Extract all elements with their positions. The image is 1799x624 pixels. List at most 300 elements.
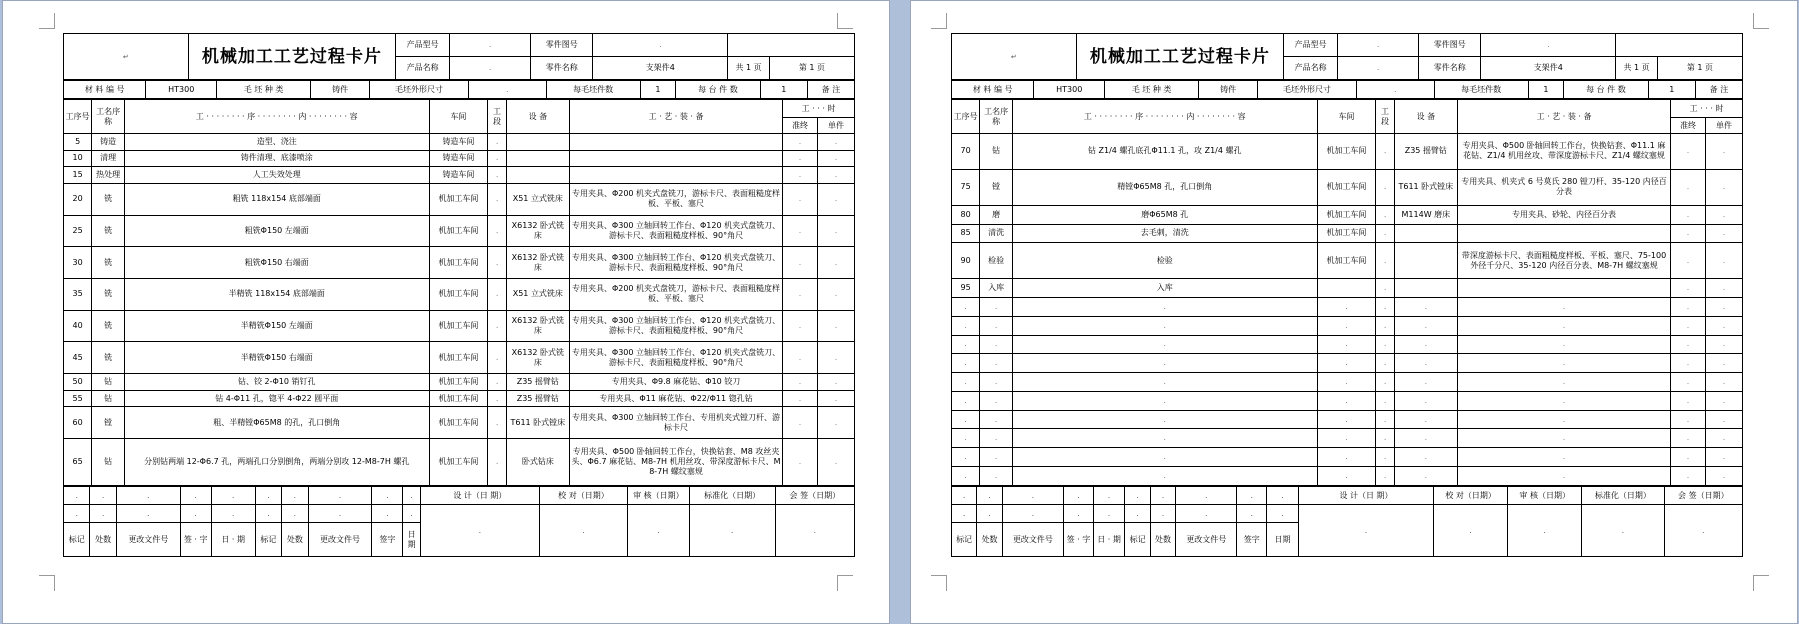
empty-cell: .: [1457, 297, 1670, 316]
page-number-value: 1: [1697, 63, 1703, 72]
op-equipment: [506, 150, 569, 167]
op-section: .: [1376, 279, 1394, 298]
empty-cell: .: [1394, 354, 1457, 373]
signoff-mark: 标记: [1125, 523, 1150, 557]
part-name-label: 零件名称: [531, 57, 593, 80]
op-unit-time: .: [817, 215, 854, 247]
empty-cell: .: [980, 448, 1013, 467]
sign-space: .: [775, 505, 854, 557]
op-unit-time: .: [1705, 169, 1742, 205]
op-content: 半精铣 118x154 底部端面: [124, 278, 429, 310]
op-workshop: 机加工车间: [429, 183, 488, 215]
empty-cell: .: [90, 505, 116, 523]
op-setup-time: .: [783, 407, 818, 439]
blank-kind-label: 毛 坯 种 类: [1105, 81, 1199, 99]
empty-cell: .: [1012, 410, 1317, 429]
op-name: 检验: [980, 243, 1013, 279]
op-section: .: [1376, 205, 1394, 224]
op-setup-time: .: [783, 150, 818, 167]
blank-size-value: .: [468, 81, 546, 99]
operation-row: [952, 429, 1743, 448]
product-model-label: 产品型号: [1284, 34, 1338, 57]
equipment-header: 设 备: [506, 100, 569, 134]
op-tooling: 专用夹具、Φ300 立轴回转工作台、Φ120 机夹式盘铣刀、游标卡尺、表面粗糙度样板、90°角尺: [569, 310, 782, 342]
op-content: 精镗Φ65M8 孔，孔口倒角: [1012, 169, 1317, 205]
op-tooling: [1457, 224, 1670, 243]
op-tooling: 专用夹具、Φ200 机夹式盘铣刀，游标卡尺、表面粗糙度样板、平板、塞尺: [569, 183, 782, 215]
op-unit-time: .: [817, 374, 854, 391]
empty-cell: .: [1012, 391, 1317, 410]
time-header: 工 · · · 时: [783, 100, 855, 118]
per-blank-value: 1: [1528, 81, 1563, 99]
empty-cell: .: [1705, 316, 1742, 335]
signoff-change-doc: 更改文件号: [1002, 523, 1063, 557]
product-name-label: 产品名称: [1284, 57, 1338, 80]
operation-row: [952, 224, 1743, 243]
empty-cell: .: [1093, 487, 1125, 505]
empty-cell: .: [980, 410, 1013, 429]
blank-cell: [728, 34, 855, 57]
operation-row: [64, 342, 855, 374]
op-content: 粗铣Φ150 左端面: [124, 215, 429, 247]
empty-cell: .: [1671, 410, 1706, 429]
op-workshop: 机加工车间: [429, 390, 488, 407]
operation-row: [952, 316, 1743, 335]
op-section: .: [1376, 169, 1394, 205]
empty-cell: .: [1671, 297, 1706, 316]
op-name: 镗: [980, 169, 1013, 205]
empty-cell: .: [1394, 467, 1457, 486]
empty-cell: .: [282, 505, 308, 523]
op-tooling: 专用夹具、Φ300 立轴回转工作台、Φ120 机夹式盘铣刀、游标卡尺、表面粗糙度样板、90°角尺: [569, 215, 782, 247]
op-equipment: [506, 167, 569, 184]
section-header: 工段: [1376, 100, 1394, 134]
op-workshop: 铸造车间: [429, 167, 488, 184]
op-equipment: X6132 卧式铣床: [506, 342, 569, 374]
op-no: 65: [64, 439, 92, 486]
page-number-value: 1: [809, 63, 815, 72]
signoff-sign2: 签字: [372, 523, 403, 557]
op-name: 铣: [92, 342, 125, 374]
per-blank-value: 1: [640, 81, 675, 99]
empty-cell: .: [1317, 316, 1376, 335]
op-tooling: 专用夹具、Φ9.8 麻花钻、Φ10 铰刀: [569, 374, 782, 391]
op-no: 80: [952, 205, 980, 224]
empty-cell: .: [1457, 354, 1670, 373]
total-pages-value: 1: [746, 63, 752, 72]
empty-cell: .: [1176, 487, 1237, 505]
op-content: 粗、半精镗Φ65M8 的孔，孔口倒角: [124, 407, 429, 439]
op-content: 分别钻两端 12-Φ6.7 孔，两端孔口分别倒角，两端分别攻 12-M8-7H 螺孔: [124, 439, 429, 486]
empty-cell: .: [180, 505, 211, 523]
empty-cell: .: [255, 487, 281, 505]
empty-cell: .: [1671, 391, 1706, 410]
op-unit-time: .: [817, 439, 854, 486]
op-section: .: [488, 342, 506, 374]
op-setup-time: .: [783, 390, 818, 407]
operations-area: [63, 99, 855, 486]
page-label: 第: [798, 63, 807, 72]
op-name: 清洗: [980, 224, 1013, 243]
empty-cell: .: [1394, 373, 1457, 392]
operation-row: [952, 134, 1743, 170]
per-blank-label: 每毛坯件数: [546, 81, 640, 99]
signoff-count: 处数: [90, 523, 116, 557]
operation-row: [952, 335, 1743, 354]
sign-space: .: [1434, 505, 1508, 557]
op-section: .: [488, 439, 506, 486]
op-setup-time: .: [783, 342, 818, 374]
empty-cell: .: [64, 487, 90, 505]
total-pages: [1616, 57, 1658, 80]
op-name: 热处理: [92, 167, 125, 184]
empty-cell: .: [1064, 505, 1094, 523]
logo-cell: ↵: [952, 34, 1077, 80]
op-workshop: 机加工车间: [429, 247, 488, 279]
card-title: 机械加工工艺过程卡片: [1076, 34, 1284, 80]
op-equipment: X6132 卧式铣床: [506, 310, 569, 342]
empty-cell: .: [180, 487, 211, 505]
op-no: 95: [952, 279, 980, 298]
sign-space: .: [628, 505, 690, 557]
empty-cell: .: [1671, 373, 1706, 392]
op-tooling: 专用夹具、砂轮、内径百分表: [1457, 205, 1670, 224]
op-unit-time: .: [1705, 279, 1742, 298]
empty-cell: .: [1457, 429, 1670, 448]
op-equipment: Z35 摇臂钻: [1394, 134, 1457, 170]
standard-label: 标准化（日期）: [689, 487, 775, 505]
total-pages: [728, 57, 770, 80]
empty-cell: .: [977, 487, 1002, 505]
page-number: [1657, 57, 1742, 80]
product-name-value: .: [1338, 57, 1419, 80]
page-unit: 页: [1705, 63, 1713, 72]
op-content: 铸件清理、底漆喷涂: [124, 150, 429, 167]
blank-kind-value: 铸件: [311, 81, 370, 99]
empty-cell: .: [372, 505, 403, 523]
operation-row: [952, 448, 1743, 467]
op-name: 钻: [92, 439, 125, 486]
op-content: 造型、浇注: [124, 134, 429, 151]
unit-time-header: 单件: [1705, 118, 1742, 134]
product-name-label: 产品名称: [396, 57, 450, 80]
op-section: .: [488, 374, 506, 391]
empty-cell: .: [1376, 316, 1394, 335]
op-content: 钻 4-Φ11 孔，锪平 4-Φ22 圆平面: [124, 390, 429, 407]
unit-time-header: 单件: [817, 118, 854, 134]
empty-cell: .: [1150, 505, 1175, 523]
empty-cell: .: [1457, 316, 1670, 335]
empty-cell: .: [952, 335, 980, 354]
empty-cell: .: [308, 487, 372, 505]
blank-kind-value: 铸件: [1199, 81, 1258, 99]
signoff-count: 处数: [977, 523, 1002, 557]
op-unit-time: .: [817, 310, 854, 342]
sign-space: .: [1582, 505, 1664, 557]
empty-cell: .: [1705, 467, 1742, 486]
op-equipment: M114W 磨床: [1394, 205, 1457, 224]
equipment-header: 设 备: [1394, 100, 1457, 134]
page-unit: 页: [753, 63, 762, 72]
empty-cell: .: [1012, 467, 1317, 486]
empty-cell: .: [980, 391, 1013, 410]
op-equipment: [506, 134, 569, 151]
empty-cell: .: [1394, 429, 1457, 448]
empty-cell: .: [1012, 335, 1317, 354]
empty-cell: .: [952, 429, 980, 448]
op-unit-time: .: [817, 247, 854, 279]
total-pages-value: 1: [1634, 63, 1640, 72]
blank-size-label: 毛坯外形尺寸: [1258, 81, 1357, 99]
op-name: 清理: [92, 150, 125, 167]
per-unit-label: 每 台 件 数: [1564, 81, 1649, 99]
standard-label: 标准化（日期）: [1582, 487, 1664, 505]
mat-no-label: 材 料 编 号: [952, 81, 1034, 99]
empty-cell: .: [64, 505, 90, 523]
op-equipment: X51 立式铣床: [506, 183, 569, 215]
empty-cell: .: [1376, 410, 1394, 429]
op-workshop: 铸造车间: [429, 150, 488, 167]
operation-row: [64, 407, 855, 439]
empty-cell: .: [1012, 316, 1317, 335]
empty-cell: .: [282, 487, 308, 505]
op-unit-time: .: [817, 390, 854, 407]
card-title: 机械加工工艺过程卡片: [188, 34, 396, 80]
op-unit-time: .: [817, 407, 854, 439]
op-no: 75: [952, 169, 980, 205]
empty-cell: .: [1457, 467, 1670, 486]
empty-cell: .: [1376, 429, 1394, 448]
mat-no-label: 材 料 编 号: [64, 81, 146, 99]
op-content: 半精铣Φ150 左端面: [124, 310, 429, 342]
op-name: 铣: [92, 247, 125, 279]
corner-mark: [1753, 13, 1769, 29]
op-equipment: X51 立式铣床: [506, 278, 569, 310]
op-content: 入库: [1012, 279, 1317, 298]
empty-cell: .: [1317, 335, 1376, 354]
signoff-change-doc: 更改文件号: [116, 523, 180, 557]
op-section: .: [488, 278, 506, 310]
workshop-header: 车间: [1317, 100, 1376, 134]
operation-row: [952, 243, 1743, 279]
op-setup-time: .: [783, 134, 818, 151]
op-no: 5: [64, 134, 92, 151]
empty-cell: .: [1457, 391, 1670, 410]
empty-cell: .: [980, 335, 1013, 354]
op-equipment: T611 卧式镗床: [1394, 169, 1457, 205]
empty-cell: .: [90, 487, 116, 505]
tooling-header: 工 · 艺 · 装 · 备: [569, 100, 782, 134]
op-name-header: 工名序称: [92, 100, 125, 134]
operation-row: [64, 215, 855, 247]
op-section: .: [488, 310, 506, 342]
op-workshop: 机加工车间: [1317, 224, 1376, 243]
op-setup-time: .: [783, 374, 818, 391]
empty-cell: .: [1376, 297, 1394, 316]
empty-cell: .: [255, 505, 281, 523]
signoff-sign2: 签字: [1237, 523, 1267, 557]
empty-cell: .: [952, 467, 980, 486]
empty-cell: .: [1705, 373, 1742, 392]
part-no-value: .: [593, 34, 728, 57]
op-section: .: [488, 183, 506, 215]
review-label: 审 核（日期）: [628, 487, 690, 505]
logo-cell: ↵: [64, 34, 189, 80]
empty-cell: .: [1457, 335, 1670, 354]
signoff-count: 处数: [282, 523, 308, 557]
op-no: 25: [64, 215, 92, 247]
signoff-date2: 日期: [403, 523, 421, 557]
op-setup-time: .: [1671, 224, 1706, 243]
empty-cell: .: [1376, 335, 1394, 354]
op-no: 40: [64, 310, 92, 342]
op-unit-time: .: [1705, 134, 1742, 170]
total-label: 共: [1623, 63, 1632, 72]
op-workshop: 机加工车间: [1317, 169, 1376, 205]
empty-cell: .: [980, 297, 1013, 316]
op-section: .: [488, 390, 506, 407]
empty-cell: .: [1457, 373, 1670, 392]
op-workshop: 机加工车间: [1317, 134, 1376, 170]
op-workshop: 机加工车间: [1317, 205, 1376, 224]
op-content: 钻 Z1/4 螺孔底孔Φ11.1 孔，攻 Z1/4 螺孔: [1012, 134, 1317, 170]
op-no: 45: [64, 342, 92, 374]
op-name: 铸造: [92, 134, 125, 151]
op-name: 钻: [92, 374, 125, 391]
page-label: 第: [1686, 63, 1695, 72]
empty-cell: .: [952, 316, 980, 335]
op-tooling: 专用夹具、Φ200 机夹式盘铣刀，游标卡尺、表面粗糙度样板、平板、塞尺: [569, 278, 782, 310]
empty-cell: .: [1376, 391, 1394, 410]
empty-cell: .: [952, 410, 980, 429]
op-unit-time: .: [1705, 224, 1742, 243]
part-name-label: 零件名称: [1419, 57, 1481, 80]
empty-cell: .: [952, 487, 977, 505]
op-section: .: [1376, 134, 1394, 170]
op-unit-time: .: [817, 278, 854, 310]
op-section: .: [1376, 224, 1394, 243]
op-no: 90: [952, 243, 980, 279]
setup-time-header: 准终: [783, 118, 818, 134]
operation-row: [64, 247, 855, 279]
op-name: 铣: [92, 183, 125, 215]
empty-cell: .: [1705, 448, 1742, 467]
op-no: 85: [952, 224, 980, 243]
op-section: .: [488, 215, 506, 247]
sign-space: .: [1508, 505, 1582, 557]
remark-label: 备 注: [1695, 81, 1742, 99]
operation-row: [952, 391, 1743, 410]
corner-mark: [1753, 575, 1769, 591]
empty-cell: .: [1376, 467, 1394, 486]
op-equipment: Z35 摇臂钻: [506, 374, 569, 391]
blank-kind-label: 毛 坯 种 类: [217, 81, 311, 99]
empty-cell: .: [403, 505, 421, 523]
op-tooling: [569, 150, 782, 167]
operation-row: [64, 374, 855, 391]
document-page-1: [2, 0, 890, 624]
empty-cell: .: [1457, 410, 1670, 429]
countersign-label: 会 签（日期）: [1664, 487, 1742, 505]
op-unit-time: .: [817, 342, 854, 374]
op-section: .: [488, 150, 506, 167]
empty-cell: .: [980, 316, 1013, 335]
signoff-mark: 标记: [255, 523, 281, 557]
empty-cell: .: [1376, 448, 1394, 467]
proof-label: 校 对（日期）: [539, 487, 627, 505]
empty-cell: .: [1317, 391, 1376, 410]
op-equipment: [1394, 279, 1457, 298]
op-tooling: 专用夹具、Φ300 立轴回转工作台、专用机夹式镗刀杆、游标卡尺: [569, 407, 782, 439]
per-blank-label: 每毛坯件数: [1434, 81, 1528, 99]
empty-cell: .: [1093, 505, 1125, 523]
empty-cell: .: [116, 505, 180, 523]
operation-row: [952, 205, 1743, 224]
blank-cell: [1616, 34, 1743, 57]
operations-area: [951, 99, 1743, 486]
op-tooling: 专用夹具、Φ500 卧轴回转工作台，快换钻套、M8 攻丝夹头、Φ6.7 麻花钻、M8-7H 机用丝攻、带深度游标卡尺、M8-7H 螺纹塞规: [569, 439, 782, 486]
signoff-mark: 标记: [64, 523, 90, 557]
op-tooling: [1457, 279, 1670, 298]
op-tooling: [569, 134, 782, 151]
op-name: 钻: [980, 134, 1013, 170]
op-no: 30: [64, 247, 92, 279]
sign-space: .: [1664, 505, 1742, 557]
signoff-change-doc: 更改文件号: [308, 523, 372, 557]
op-workshop: 机加工车间: [429, 310, 488, 342]
empty-cell: .: [1002, 505, 1063, 523]
op-unit-time: .: [1705, 243, 1742, 279]
sign-space: .: [420, 505, 539, 557]
countersign-label: 会 签（日期）: [775, 487, 854, 505]
empty-cell: .: [211, 505, 255, 523]
blank-size-label: 毛坯外形尺寸: [370, 81, 469, 99]
document-page-2: [910, 0, 1798, 624]
op-setup-time: .: [1671, 169, 1706, 205]
operation-row: [952, 354, 1743, 373]
empty-cell: .: [1237, 505, 1267, 523]
operation-row: [64, 150, 855, 167]
op-no: 55: [64, 390, 92, 407]
op-content: 人工失效处理: [124, 167, 429, 184]
op-equipment: X6132 卧式铣床: [506, 215, 569, 247]
op-setup-time: .: [783, 167, 818, 184]
op-setup-time: .: [783, 310, 818, 342]
proof-label: 校 对（日期）: [1434, 487, 1508, 505]
op-tooling: 专用夹具、Φ300 立轴回转工作台、Φ120 机夹式盘铣刀、游标卡尺、表面粗糙度样板、90°角尺: [569, 342, 782, 374]
empty-cell: .: [1394, 391, 1457, 410]
op-name-header: 工名序称: [980, 100, 1013, 134]
op-tooling: 专用夹具、Φ500 卧轴回转工作台，快换钻套、Φ11.1 麻花钻、Z1/4 机用丝攻、带深度游标卡尺、Z1/4 螺纹塞规: [1457, 134, 1670, 170]
signoff-sign: 签 · 字: [1064, 523, 1094, 557]
corner-mark: [837, 13, 853, 29]
signoff-date: 日 · 期: [211, 523, 255, 557]
op-unit-time: .: [1705, 205, 1742, 224]
product-name-value: .: [450, 57, 531, 80]
operation-row: [952, 467, 1743, 486]
corner-mark: [39, 13, 55, 29]
part-no-label: 零件图号: [1419, 34, 1481, 57]
empty-cell: .: [1317, 354, 1376, 373]
op-name: 铣: [92, 215, 125, 247]
op-workshop: [1317, 279, 1376, 298]
operation-row: [64, 439, 855, 486]
empty-cell: .: [1394, 410, 1457, 429]
empty-cell: .: [1012, 429, 1317, 448]
op-content: 粗铣Φ150 右端面: [124, 247, 429, 279]
part-name-value: 支架件4: [593, 57, 728, 80]
empty-cell: .: [1705, 335, 1742, 354]
